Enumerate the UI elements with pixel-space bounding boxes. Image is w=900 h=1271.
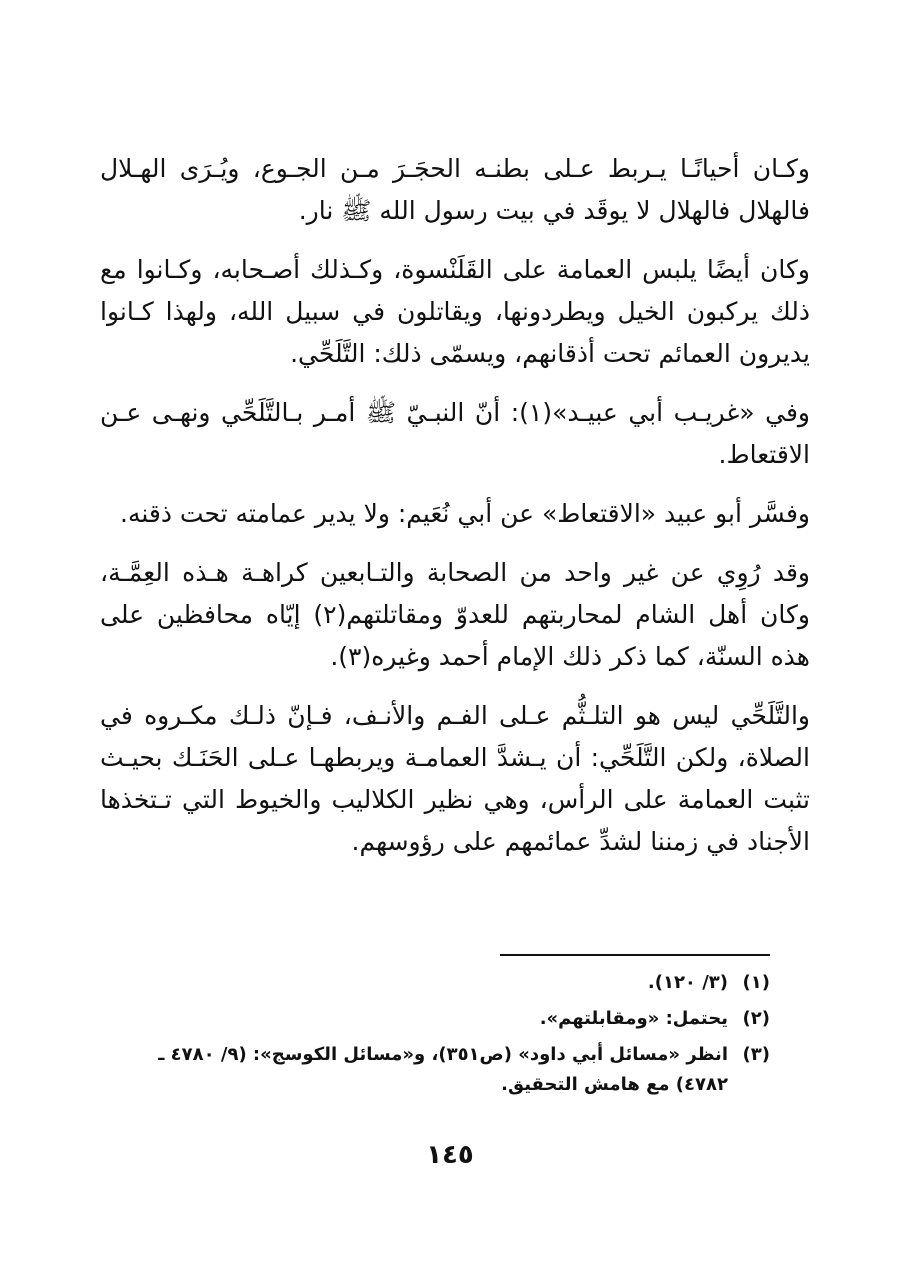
- paragraph: وكـان أحيانًـا يـربط عـلى بطنـه الحجَـرَ مـن الجـوع، ويُـرَى الهـلال فالهلال فالهلال لا يوقَد في بيت رسول الله ﷺ نار.: [100, 154, 810, 225]
- paragraph: وقد رُوِي عن غير واحد من الصحابة والتـابعين كراهـة هـذه العِمَّـة، وكان أهل الشام لمحاربتهم للعدوّ ومقاتلتهم(٢) إيّاه محافظين على هذه السنّة، كما ذكر ذلك الإمام أحمد وغيره(٣).: [100, 558, 810, 671]
- footnote-number: (٢): [742, 1008, 770, 1029]
- main-text: [100, 148, 810, 880]
- footnote: [100, 1040, 770, 1100]
- footnote: [100, 968, 770, 998]
- paragraph: وفسَّر أبو عبيد «الاقتعاط» عن أبي نُعَيم: ولا يدير عمامته تحت ذقنه.: [120, 499, 810, 528]
- footnote-text: انظر «مسائل أبي داود» (ص٣٥١)، و«مسائل الكوسج»: (٩/ ٤٧٨٠ ـ ٤٧٨٢) مع هامش التحقيق.: [158, 1044, 728, 1095]
- paragraph: وفي «غريـب أبي عبيـد»(١): أنّ النبـيّ ﷺ أمـر بـالتَّلَحِّي ونهـى عـن الاقتعاط.: [100, 398, 810, 469]
- footnotes: [100, 968, 770, 1106]
- page-number: ١٤٥: [426, 1140, 474, 1170]
- footnote: [100, 1004, 770, 1034]
- footnote-divider: [500, 954, 770, 956]
- footnote-text: (٣/ ١٢٠).: [647, 972, 728, 993]
- footnote-number: (١): [742, 972, 770, 993]
- footnote-text: يحتمل: «ومقابلتهم».: [539, 1008, 728, 1029]
- paragraph: والتَّلَحِّي ليس هو التلـثُّم عـلى الفـم والأنـف، فـإنّ ذلـك مكـروه في الصلاة، ولكن التَّلَحِّي: أن يـشدَّ العمامـة ويربطهـا عـلى الحَنَـك بحيـث تثبت العمامة على الرأس، وهي نظير الكلاليب والخيوط التي تـتخذها الأجناد في زمننا لشدِّ عمائمهم على رؤوسهم.: [100, 701, 810, 856]
- footnote-number: (٣): [742, 1044, 770, 1065]
- paragraph: وكان أيضًا يلبس العمامة على القَلَنْسوة، وكـذلك أصـحابه، وكـانوا مع ذلك يركبون الخيل ويطردونها، ويقاتلون في سبيل الله، ولهذا كـانوا يديرون العمائم تحت أذقانهم، ويسمّى ذلك: التَّلَحِّي.: [100, 255, 810, 368]
